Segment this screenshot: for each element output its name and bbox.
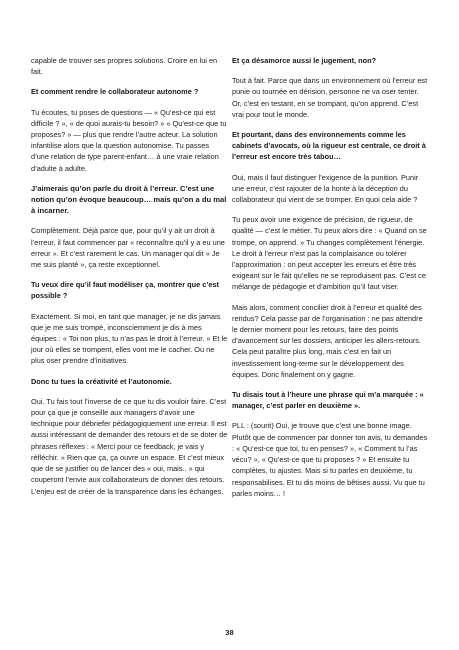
question-heading: Tu disais tout à l’heure une phrase qui m’a marquée : « manager, c’est parler en deuxième ». bbox=[232, 390, 424, 411]
question-heading: Et comment rendre le collaborateur autonome ? bbox=[31, 87, 199, 97]
question-heading: Et ça désamorce aussi le jugement, non? bbox=[232, 56, 377, 65]
answer-paragraph: capable de trouver ses propres solutions. Croire en lui en fait. bbox=[31, 56, 218, 77]
answer-paragraph: Exactement. Si moi, en tant que manager, je ne dis jamais que je me suis trompé, inconsciemment je dis à mes équipes : « Toi non plus, tu n’as pas le droit à l’erreur. » Et le jour où elles se trompent, elles vont me le cacher. Ou ne plus oser prendre d’initiatives. bbox=[31, 311, 228, 366]
question-heading: Donc tu tues la créativité et l’autonomie. bbox=[31, 376, 172, 386]
answer-paragraph: Mais alors, comment concilier droit à l’erreur et qualité des rendus? Cela passe par de l’organisation : ne pas attendre le dernier moment pour les retours, faire des points d’avancement sur les dossiers, anticiper les allers-retours. Cela peut paraître plus long, mais c’est en fait un investissement long-terme sur le développement des équipes. Donc finalement on y gagne. bbox=[232, 302, 423, 379]
question-heading: Tu veux dire qu’il faut modéliser ça, montrer que c’est possible ? bbox=[31, 280, 219, 301]
answer-paragraph: PLL : (sourit) Oui, je trouve que c’est une bonne image. Plutôt que de commencer par donner ton avis, tu demandes : « Qu’est-ce que toi, tu en penses? », « Comment tu l’as vécu? », « Qu’est-ce que tu proposes ? » Et ensuite tu complètes, tu ajustes. Mais si tu parles en deuxième, tu responsabilises. Et tu dis moins de bêtises aussi. Vu que tu parles moins… ! bbox=[232, 421, 428, 498]
answer-paragraph: Tu peux avoir une exigence de précision, de rigueur, de qualité — c’est le métier. Tu peux alors dire : « Quand on se trompe, on apprend. » Tu changes complètement l’énergie. Le droit à l’erreur n’est pas la complaisance ou tolérer l’approximation : on peut accepter les erreurs et être très exigeant sur le fait qu’elles ne se reproduisent pas. C’est ce mélange de pédagogie et d’ambition qu’il faut viser. bbox=[232, 215, 427, 292]
answer-paragraph: Complètement. Déjà parce que, pour qu’il y ait un droit à l’erreur, il faut commencer par « reconnaître qu’il y a eu une erreur ». Et c’est rarement le cas. Un manager qui dit « Je me suis planté », ça reste exceptionnel. bbox=[31, 226, 225, 270]
question-heading: J’aimerais qu’on parle du droit à l’erreur. C’est une notion qu’on évoque beaucoup… mais qu’on a du mal à incarner. bbox=[31, 183, 227, 216]
answer-paragraph: Oui. Tu fais tout l’inverse de ce que tu dis vouloir faire. C’est pour ça que je conseille aux managers d’avoir une technique pour débriefer pédagogiquement une erreur. Il est aussi intéressant de demander des retours et de se doter de phrases réflexes : « Merci pour ce feedback, je vais y réfléchir. » Rien que ça, ça ouvre un espace. Et c’est mieux que de se justifier ou de lancer des « oui, mais.. » qui couperont l’envie aux collaborateurs de donner des retours. L’enjeu est de créer de la transparence dans les échanges. bbox=[31, 396, 228, 496]
right-column bbox=[232, 55, 429, 508]
page-number: 38 bbox=[225, 628, 234, 637]
left-column bbox=[31, 55, 228, 506]
answer-paragraph: Oui, mais il faut distinguer l’exigence de la punition. Punir une erreur, c’est rajouter de la honte à la déception du collaborateur qui vient de se tromper. En quoi cela aide ? bbox=[232, 172, 419, 205]
answer-paragraph: Tout à fait. Parce que dans un environnement où l’erreur est punie ou tournée en dérision, personne ne va oser tenter. Or, c’est en testant, en se trompant, qu’on apprend. C’est vrai pour tout le monde. bbox=[232, 76, 428, 119]
question-heading: Et pourtant, dans des environnements comme les cabinets d’avocats, où la rigueur est centrale, ce droit à l’erreur est encore très tabou… bbox=[232, 130, 426, 162]
answer-paragraph: Tu écoutes, tu poses de questions — « Qu’est-ce qui est difficile ? », « de quoi aurais-tu besoin? » « Qu’est-ce que tu proposes? » — plus que rendre l’autre acteur. La solution infantilise alors que la question autonomise. Tu passes d’une relation de type parent-enfant… à une vraie relation d’adulte à adulte. bbox=[31, 107, 227, 173]
